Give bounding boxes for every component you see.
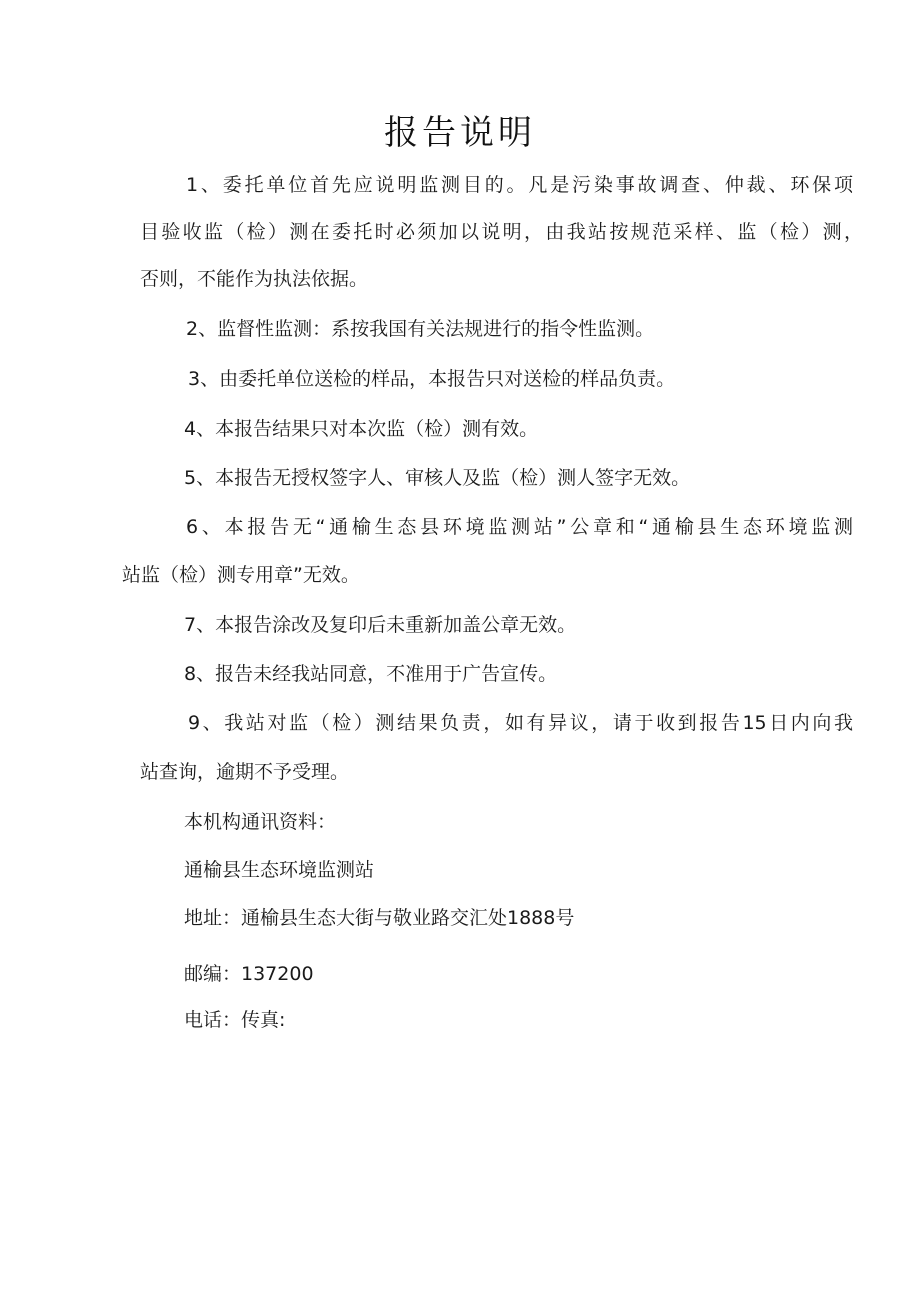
contact-postcode: 邮编：137200 xyxy=(184,963,314,985)
item-9-line-1: 9、我站对监（检）测结果负责，如有异议，请于收到报告15日内向我 xyxy=(188,712,853,734)
item-5: 5、本报告无授权签字人、审核人及监（检）测人签字无效。 xyxy=(184,467,691,489)
contact-phone-fax: 电话：传真: xyxy=(184,1009,286,1031)
item-8: 8、报告未经我站同意，不准用于广告宣传。 xyxy=(184,663,558,685)
item-7: 7、本报告涂改及复印后未重新加盖公章无效。 xyxy=(184,614,577,636)
item-4: 4、本报告结果只对本次监（检）测有效。 xyxy=(184,418,539,440)
item-1-line-1: 1、委托单位首先应说明监测目的。凡是污染事故调查、仲裁、环保项 xyxy=(186,174,853,196)
item-6-line-2: 站监（检）测专用章”无效。 xyxy=(122,564,360,586)
item-6-line-1: 6、本报告无“通榆生态县环境监测站”公章和“通榆县生态环境监测 xyxy=(186,516,853,538)
item-1-line-2: 目验收监（检）测在委托时必须加以说明，由我站按规范采样、监（检）测， xyxy=(140,221,863,243)
item-2: 2、监督性监测：系按我国有关法规进行的指令性监测。 xyxy=(186,318,655,340)
contact-organization: 通榆县生态环境监测站 xyxy=(184,859,375,881)
contact-heading: 本机构通讯资料： xyxy=(184,811,337,833)
item-1-line-3: 否则，不能作为执法依据。 xyxy=(140,268,369,290)
contact-address: 地址：通榆县生态大街与敬业路交汇处1888号 xyxy=(184,907,575,929)
item-3: 3、由委托单位送检的样品，本报告只对送检的样品负责。 xyxy=(188,368,676,390)
item-9-line-2: 站查询，逾期不予受理。 xyxy=(140,761,350,783)
page-title: 报告说明 xyxy=(384,113,536,153)
